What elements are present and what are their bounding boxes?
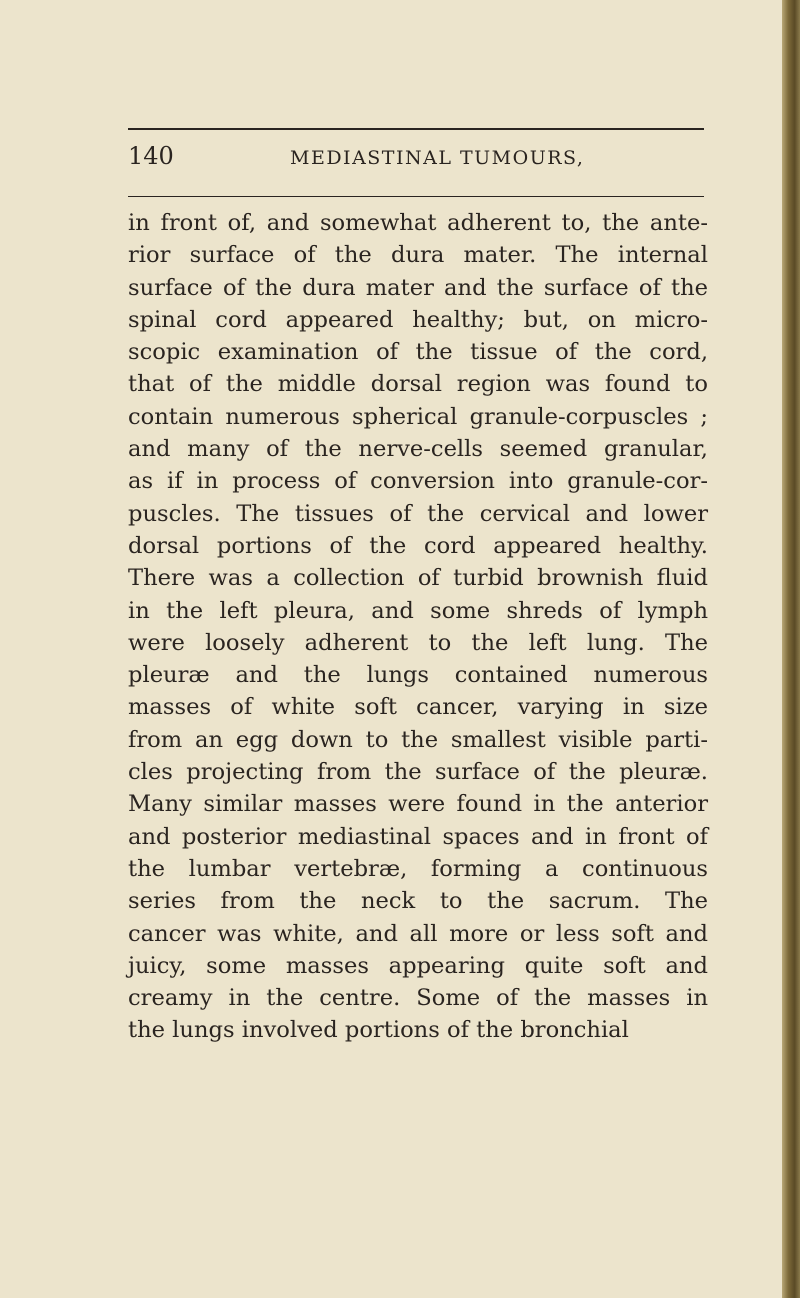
text-line: pleuræ and the lungs contained numerous <box>128 662 708 689</box>
text-line: contain numerous spherical granule-corpuscles ; <box>128 403 708 430</box>
page-edge <box>782 0 800 1298</box>
header-rule <box>128 196 704 197</box>
text-line: juicy, some masses appearing quite soft and <box>128 952 708 979</box>
text-line: as if in process of conversion into granule-cor- <box>128 468 708 495</box>
text-line: puscles. The tissues of the cervical and lower <box>128 500 708 527</box>
page-number: 140 <box>128 142 174 170</box>
text-line: were loosely adherent to the left lung. The <box>128 629 708 656</box>
text-line: the lungs involved portions of the bronchial <box>128 1017 629 1044</box>
text-line: from an egg down to the smallest visible parti- <box>128 726 708 753</box>
text-line: masses of white soft cancer, varying in size <box>128 694 708 721</box>
text-line: and posterior mediastinal spaces and in front of <box>128 823 708 850</box>
text-line: surface of the dura mater and the surface of the <box>128 274 708 301</box>
text-line: cancer was white, and all more or less soft and <box>128 920 708 947</box>
text-line: creamy in the centre. Some of the masses in <box>128 985 708 1012</box>
text-line: dorsal portions of the cord appeared healthy. <box>128 532 708 559</box>
text-line: Many similar masses were found in the anterior <box>128 791 708 818</box>
running-head: MEDIASTINAL TUMOURS, <box>290 147 585 169</box>
text-line: in front of, and somewhat adherent to, the ante- <box>128 210 708 236</box>
text-line: series from the neck to the sacrum. The <box>128 888 708 915</box>
text-line: the lumbar vertebræ, forming a continuous <box>128 855 708 882</box>
body-text <box>128 207 708 1047</box>
top-rule <box>128 128 704 130</box>
text-line: and many of the nerve-cells seemed granular, <box>128 436 708 463</box>
text-line: scopic examination of the tissue of the cord, <box>128 339 708 366</box>
text-line: that of the middle dorsal region was found to <box>128 371 708 398</box>
text-line: cles projecting from the surface of the pleuræ. <box>128 759 708 786</box>
text-line: rior surface of the dura mater. The internal <box>128 242 708 269</box>
text-line: in the left pleura, and some shreds of lymph <box>128 597 708 624</box>
text-line: There was a collection of turbid brownish fluid <box>128 565 708 592</box>
text-line: spinal cord appeared healthy; but, on micro- <box>128 306 708 333</box>
